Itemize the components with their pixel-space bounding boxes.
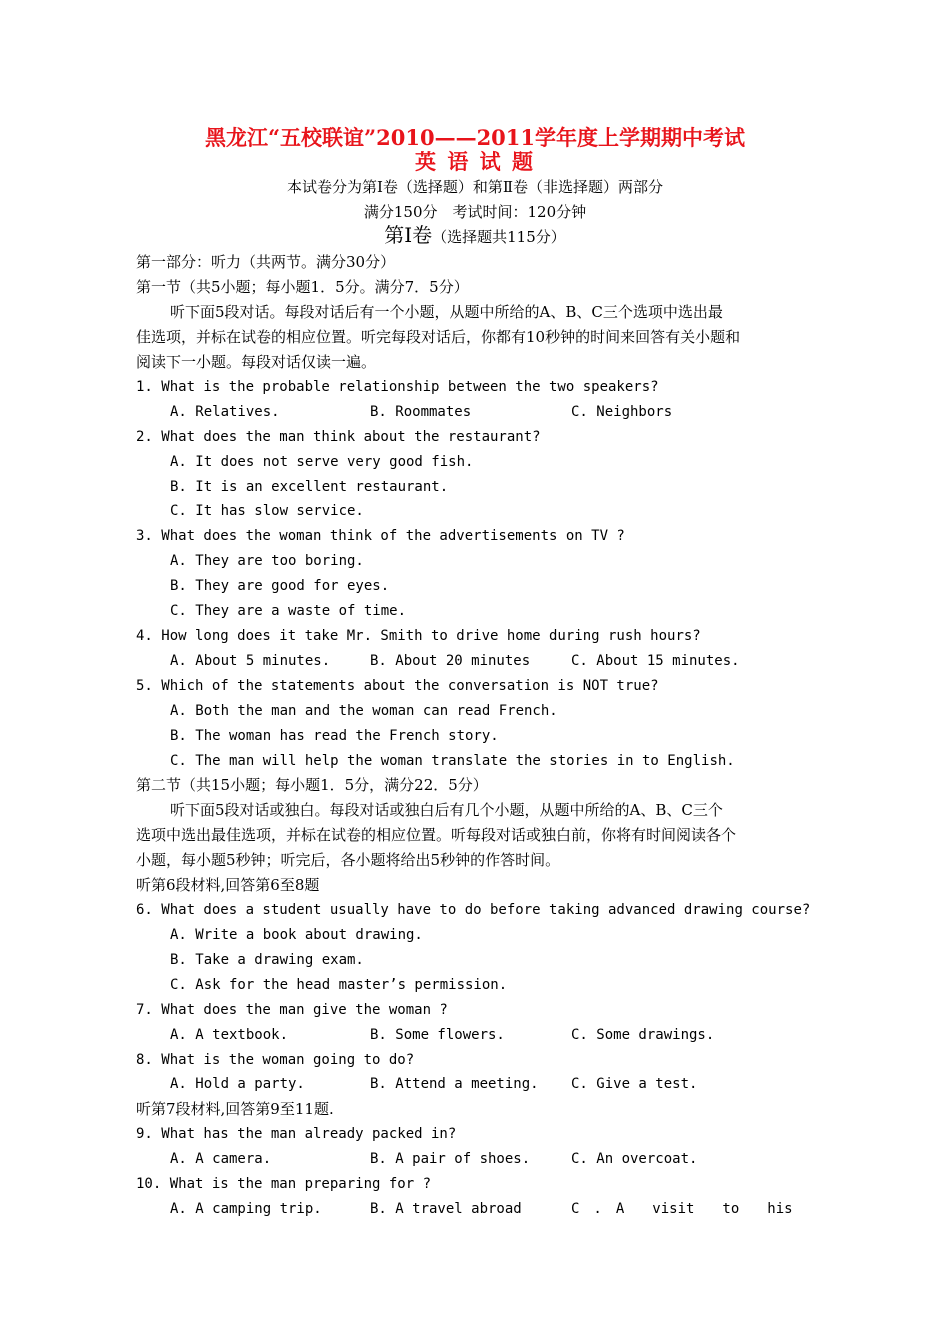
section2-instruction-line: 听下面5段对话或独白。每段对话或独白后有几个小题，从题中所给的A、B、C三个 <box>170 801 723 819</box>
section2-instruction-line: 小题，每小题5秒钟；听完后，各小题将给出5秒钟的作答时间。 <box>136 851 561 869</box>
question-5: 5. Which of the statements about the conversation is NOT true? <box>136 678 659 694</box>
q2-option-a: A. It does not serve very good fish. <box>170 454 474 470</box>
question-3: 3. What does the woman think of the advertisements on TV ? <box>136 528 625 544</box>
q9-option-c: C. An overcoat. <box>571 1151 698 1167</box>
part1-heading: 第一部分：听力（共两节。满分30分） <box>136 253 396 271</box>
question-2: 2. What does the man think about the restaurant? <box>136 429 541 445</box>
question-9: 9. What has the man already packed in? <box>136 1126 457 1142</box>
q4-option-b: B. About 20 minutes <box>370 653 531 669</box>
q7-option-c: C. Some drawings. <box>571 1027 715 1043</box>
score-time: 满分150分 考试时间：120分钟 <box>363 203 587 221</box>
exam-subtitle: 英 语 试 题 <box>415 149 535 174</box>
q5-option-b: B. The woman has read the French story. <box>170 728 499 744</box>
q3-option-a: A. They are too boring. <box>170 553 364 569</box>
q1-option-b: B. Roommates <box>370 404 472 420</box>
exam-intro: 本试卷分为第Ⅰ卷（选择题）和第Ⅱ卷（非选择题）两部分 <box>286 178 664 196</box>
question-4: 4. How long does it take Mr. Smith to drive home during rush hours? <box>136 628 701 644</box>
q3-option-b: B. They are good for eyes. <box>170 578 390 594</box>
question-1: 1. What is the probable relationship between the two speakers? <box>136 379 659 395</box>
exam-title: 黑龙江“五校联谊”2010——2011学年度上学期期中考试 <box>204 125 746 150</box>
question-8: 8. What is the woman going to do? <box>136 1052 415 1068</box>
material-6-heading: 听第6段材料,回答第6至8题 <box>136 876 320 894</box>
q4-option-c: C. About 15 minutes. <box>571 653 740 669</box>
q3-option-c: C. They are a waste of time. <box>170 603 407 619</box>
section1-heading: 第一节（共5小题；每小题1．5分。满分7．5分） <box>136 278 469 296</box>
material-7-heading: 听第7段材料,回答第9至11题. <box>136 1100 334 1118</box>
volume-heading <box>0 223 950 247</box>
volume-main: 第Ⅰ卷 <box>384 223 433 247</box>
q10-option-b: B. A travel abroad <box>370 1201 522 1217</box>
q7-option-a: A. A textbook. <box>170 1027 289 1043</box>
q7-option-b: B. Some flowers. <box>370 1027 505 1043</box>
q8-option-b: B. Attend a meeting. <box>370 1076 539 1092</box>
q4-option-a: A. About 5 minutes. <box>170 653 331 669</box>
q8-option-a: A. Hold a party. <box>170 1076 305 1092</box>
volume-note: （选择题共115分） <box>432 228 566 246</box>
q5-option-a: A. Both the man and the woman can read French. <box>170 703 558 719</box>
section1-instruction-line: 听下面5段对话。每段对话后有一个小题，从题中所给的A、B、C三个选项中选出最 <box>170 303 723 321</box>
q5-option-c: C. The man will help the woman translate the stories in to English. <box>170 753 735 769</box>
question-6: 6. What does a student usually have to do before taking advanced drawing course? <box>136 902 811 918</box>
q2-option-c: C. It has slow service. <box>170 503 364 519</box>
question-10: 10. What is the man preparing for ? <box>136 1176 432 1192</box>
q6-option-c: C. Ask for the head master’s permission. <box>170 977 508 993</box>
q2-option-b: B. It is an excellent restaurant. <box>170 479 449 495</box>
q10-option-c: C . A visit to his <box>571 1201 793 1217</box>
q1-option-a: A. Relatives. <box>170 404 280 420</box>
section2-heading: 第二节（共15小题；每小题1．5分，满分22．5分） <box>136 776 488 794</box>
question-7: 7. What does the man give the woman ? <box>136 1002 448 1018</box>
q6-option-b: B. Take a drawing exam. <box>170 952 364 968</box>
section1-instruction-line: 佳选项，并标在试卷的相应位置。听完每段对话后，你都有10秒钟的时间来回答有关小题和 <box>136 328 741 346</box>
q9-option-b: B. A pair of shoes. <box>370 1151 531 1167</box>
section1-instruction-line: 阅读下一小题。每段对话仅读一遍。 <box>136 353 377 371</box>
q6-option-a: A. Write a book about drawing. <box>170 927 423 943</box>
q1-option-c: C. Neighbors <box>571 404 673 420</box>
section2-instruction-line: 选项中选出最佳选项，并标在试卷的相应位置。听每段对话或独白前，你将有时间阅读各个 <box>136 826 737 844</box>
q8-option-c: C. Give a test. <box>571 1076 698 1092</box>
q9-option-a: A. A camera. <box>170 1151 272 1167</box>
q10-option-a: A. A camping trip. <box>170 1201 322 1217</box>
